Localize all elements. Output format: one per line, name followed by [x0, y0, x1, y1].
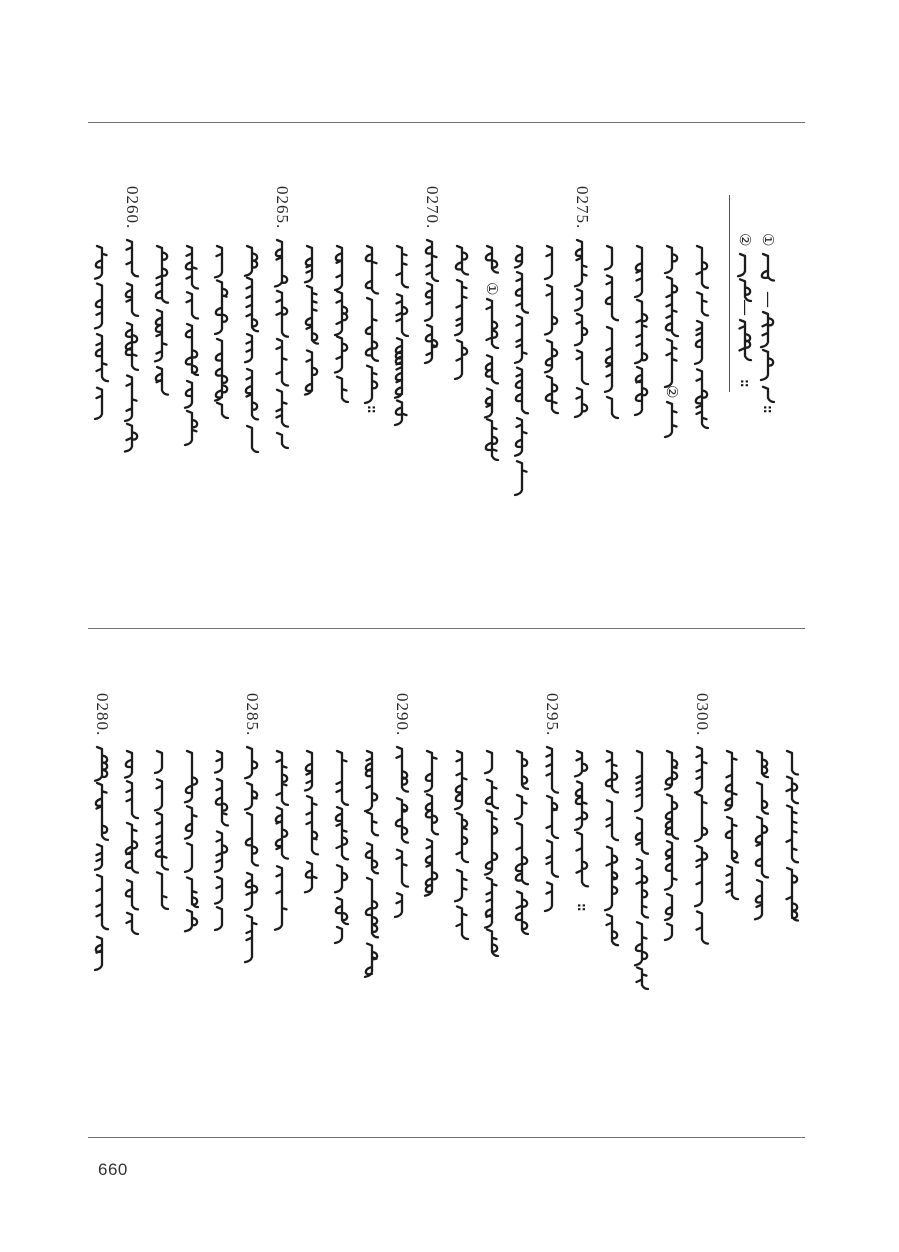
script-strokes — [275, 240, 288, 448]
script-strokes — [515, 246, 528, 495]
footnote-reference-marker: ① — [483, 282, 501, 296]
text-line — [185, 246, 198, 445]
script-strokes — [425, 240, 438, 363]
text-line — [695, 246, 708, 428]
page-number: 660 — [98, 1160, 128, 1179]
script-strokes — [605, 246, 618, 418]
text-line — [125, 240, 138, 452]
sentence-end-mark: :: — [761, 405, 775, 413]
text-line — [755, 751, 768, 919]
script-strokes — [758, 254, 778, 402]
script-strokes — [275, 751, 288, 930]
script-strokes — [545, 246, 558, 413]
script-strokes — [485, 751, 498, 956]
text-line — [545, 246, 558, 413]
script-strokes — [787, 751, 799, 921]
script-strokes — [155, 246, 168, 395]
script-strokes — [425, 751, 438, 896]
script-strokes — [395, 246, 408, 425]
text-line — [95, 246, 108, 419]
line-number-label: 0285. — [243, 693, 262, 737]
sentence-end-mark: :: — [738, 379, 752, 387]
text-line — [605, 246, 618, 418]
footnote-dash: — — [735, 299, 755, 316]
script-strokes — [695, 246, 708, 428]
script-strokes — [455, 751, 468, 939]
text-line — [365, 246, 378, 403]
script-strokes — [755, 751, 768, 919]
script-strokes — [125, 240, 138, 452]
line-number-label: 0270. — [423, 186, 442, 230]
script-strokes — [575, 751, 588, 886]
text-line — [515, 246, 528, 495]
sentence-end-mark: :: — [365, 405, 379, 413]
line-number-label: 0265. — [273, 186, 292, 230]
text-line — [305, 751, 318, 892]
script-strokes — [635, 751, 648, 989]
script-strokes — [665, 751, 678, 940]
text-line — [305, 246, 318, 395]
script-strokes — [215, 246, 228, 418]
line-number-label: 0290. — [393, 693, 412, 737]
text-line — [515, 751, 528, 934]
text-line — [395, 747, 408, 917]
text-line — [665, 751, 678, 940]
text-line — [425, 240, 438, 363]
script-strokes — [95, 246, 108, 419]
text-line — [95, 747, 108, 970]
footnote-reference-marker: ② — [663, 385, 681, 399]
script-strokes — [215, 751, 228, 930]
line-number-label: 0275. — [573, 186, 592, 230]
footnote-line — [735, 254, 755, 360]
text-line — [215, 751, 228, 930]
script-strokes — [455, 246, 468, 379]
text-line — [635, 246, 647, 415]
text-line — [275, 240, 288, 448]
text-line — [605, 751, 618, 945]
script-strokes — [515, 751, 528, 934]
script-strokes — [125, 751, 138, 934]
text-line — [335, 751, 348, 943]
line-number-label: 0280. — [93, 693, 112, 737]
text-line — [275, 751, 288, 930]
top-rule — [88, 122, 805, 123]
script-strokes — [245, 246, 258, 452]
text-line — [335, 246, 348, 402]
script-strokes — [605, 751, 618, 945]
text-line — [575, 240, 588, 417]
line-number-label: 0260. — [123, 186, 142, 230]
script-strokes — [663, 246, 681, 437]
bottom-rule — [88, 1137, 805, 1138]
line-number-label: 0300. — [693, 693, 712, 737]
footnote-marker: ① — [759, 233, 777, 247]
script-strokes — [155, 751, 168, 909]
script-strokes — [365, 751, 378, 977]
footnote-dash: — — [758, 291, 778, 308]
text-line — [787, 751, 799, 921]
script-strokes — [545, 747, 558, 911]
footnote-separator — [729, 195, 730, 392]
line-number-label: 0295. — [543, 693, 562, 737]
middle-rule — [88, 628, 805, 629]
script-strokes — [95, 747, 108, 970]
text-line — [455, 751, 468, 939]
text-line — [695, 747, 708, 944]
script-strokes — [483, 246, 501, 460]
text-line — [185, 751, 198, 931]
text-line — [485, 751, 498, 956]
text-line — [215, 246, 228, 418]
footnote-line — [758, 254, 778, 402]
script-strokes — [335, 246, 348, 402]
text-line — [663, 246, 681, 437]
script-strokes — [245, 747, 258, 962]
text-line — [545, 747, 558, 911]
text-line — [483, 246, 501, 460]
text-line — [395, 246, 408, 425]
script-strokes — [735, 254, 755, 360]
script-strokes — [575, 240, 588, 417]
text-line — [245, 246, 258, 452]
text-line — [365, 751, 378, 977]
script-strokes — [305, 751, 318, 892]
text-line — [725, 751, 738, 899]
script-strokes — [695, 747, 708, 944]
script-strokes — [185, 751, 198, 931]
sentence-end-mark: :: — [575, 903, 589, 911]
text-line — [155, 246, 168, 395]
script-strokes — [365, 246, 378, 403]
text-line — [425, 751, 438, 896]
text-line — [635, 751, 648, 989]
script-strokes — [185, 246, 198, 445]
script-strokes — [635, 246, 647, 415]
script-strokes — [725, 751, 738, 899]
script-strokes — [335, 751, 348, 943]
text-line — [155, 751, 168, 909]
text-line — [575, 751, 588, 886]
script-strokes — [395, 747, 408, 917]
text-line — [245, 747, 258, 962]
text-line — [455, 246, 468, 379]
footnote-marker: ② — [736, 233, 754, 247]
text-line — [125, 751, 138, 934]
script-strokes — [305, 246, 318, 395]
